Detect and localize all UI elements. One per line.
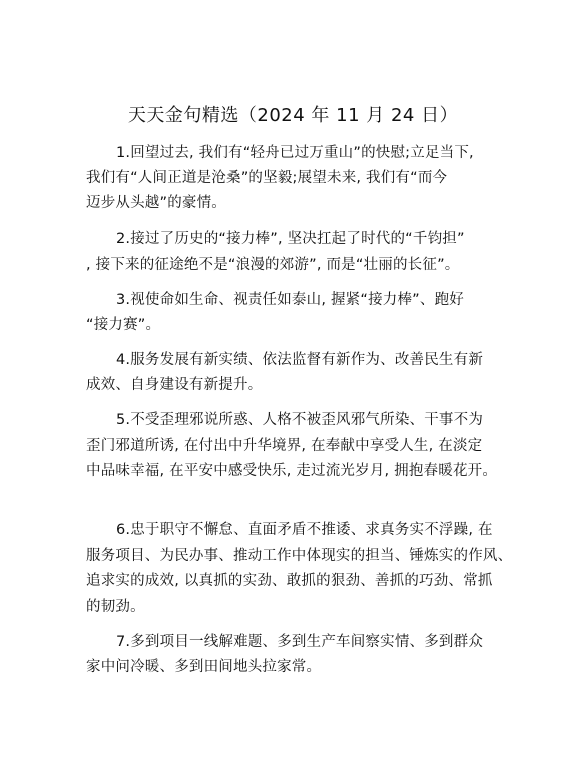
paragraph-6-line-2: 服务项目、为民办事、推动工作中体现实的担当、锤炼实的作风、 [86,548,513,564]
paragraph-1-line-3: 迈步从头越”的豪情。 [86,195,227,211]
paragraph-7-line-2: 家中问冷暖、多到田间地头拉家常。 [86,659,322,675]
paragraph-2-line-1: 2.接过了历史的“接力棒”, 坚决扛起了时代的“千钧担” [116,231,465,247]
paragraph-5-line-1: 5.不受歪理邪说所惑、人格不被歪风邪气所染、干事不为 [116,412,484,428]
paragraph-4-line-2: 成效、自身建设有新提升。 [86,377,263,393]
paragraph-5-line-3: 中品味幸福, 在平安中感受快乐, 走过流光岁月, 拥抱春暖花开。 [86,463,498,479]
paragraph-6-line-1: 6.忠于职守不懈怠、直面矛盾不推诿、求真务实不浮躁, 在 [116,522,493,538]
paragraph-6-line-4: 的韧劲。 [86,599,145,615]
document-title: 天天金句精选（2024 年 11 月 24 日） [127,105,459,126]
paragraph-3-line-2: “接力赛”。 [86,317,161,333]
paragraph-1-line-1: 1.回望过去, 我们有“轻舟已过万重山”的快慰;立足当下, [116,145,474,161]
paragraph-2-line-2: , 接下来的征途绝不是“浪漫的郊游”, 而是“壮丽的长征”。 [86,257,460,273]
paragraph-3-line-1: 3.视使命如生命、视责任如泰山, 握紧“接力棒”、跑好 [116,292,464,308]
paragraph-6-line-3: 追求实的成效, 以真抓的实劲、敢抓的狠劲、善抓的巧劲、常抓 [86,573,493,589]
paragraph-1-line-2: 我们有“人间正道是沧桑”的坚毅;展望未来, 我们有“而今 [86,170,448,186]
paragraph-7-line-1: 7.多到项目一线解难题、多到生产车间察实情、多到群众 [116,634,484,650]
paragraph-5-line-2: 歪门邪道所诱, 在付出中升华境界, 在奉献中享受人生, 在淡定 [86,438,483,454]
paragraph-4-line-1: 4.服务发展有新实绩、依法监督有新作为、改善民生有新 [116,352,484,368]
